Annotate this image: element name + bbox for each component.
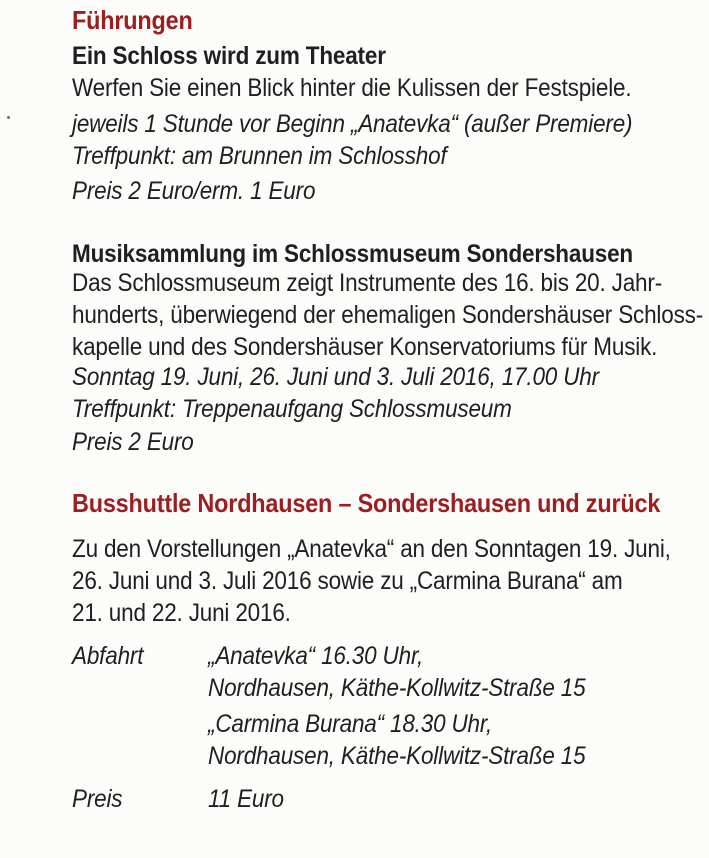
tour2-price <box>72 426 207 458</box>
tour2-description <box>72 267 709 363</box>
section-title: Busshuttle Nordhausen – Sondershausen und zurück <box>72 488 661 518</box>
shuttle-description <box>72 533 709 629</box>
tour1-price <box>72 175 342 207</box>
tour-price-line: Preis 2 Euro <box>72 428 194 456</box>
shuttle-description-line: 26. Juni und 3. Juli 2016 sowie zu „Carmina Burana“ am <box>72 567 623 595</box>
price-value <box>208 783 292 815</box>
tour-schedule-line: Sonntag 19. Juni, 26. Juni und 3. Juli 2016, 17.00 Uhr <box>72 363 599 391</box>
tour-description-line: Das Schlossmuseum zeigt Instrumente des 16. bis 20. Jahr- <box>72 269 663 297</box>
tour-heading: Musiksammlung im Schlossmuseum Sondershausen <box>72 240 633 268</box>
departure2 <box>208 708 627 772</box>
section-shuttle-title <box>72 487 709 519</box>
shuttle-description-line: 21. und 22. Juni 2016. <box>72 599 291 627</box>
tour-meeting-point-line: Treffpunkt: Treppenaufgang Schlossmuseum <box>72 395 512 423</box>
tour1-description <box>72 72 694 104</box>
departure-label <box>72 640 151 672</box>
departure-time-line: „Anatevka“ 16.30 Uhr, <box>208 642 424 670</box>
tour-heading: Ein Schloss wird zum Theater <box>72 42 386 70</box>
price-value-text: 11 Euro <box>208 785 284 813</box>
tour-description-line: Werfen Sie einen Blick hinter die Kulissen der Festspiele. <box>72 74 632 102</box>
section-fuehrungen-title <box>72 4 206 36</box>
shuttle-description-line: Zu den Vorstellungen „Anatevka“ an den Sonntagen 19. Juni, <box>72 535 671 563</box>
departure-time-line: „Carmina Burana“ 18.30 Uhr, <box>208 710 493 738</box>
departure-address-line: Nordhausen, Käthe-Kollwitz-Straße 15 <box>208 674 586 702</box>
tour1-heading <box>72 40 421 72</box>
tour2-heading <box>72 238 695 270</box>
price-label <box>72 783 128 815</box>
tour-price-line: Preis 2 Euro/erm. 1 Euro <box>72 177 316 205</box>
departure1 <box>208 640 627 704</box>
departure-address-line: Nordhausen, Käthe-Kollwitz-Straße 15 <box>208 742 586 770</box>
section-title: Führungen <box>72 5 193 35</box>
tour-description-line: hunderts, überwiegend der ehemaligen Sondershäuser Schloss- <box>72 301 704 329</box>
tour2-schedule <box>72 361 657 425</box>
departure-label-text: Abfahrt <box>72 642 144 670</box>
tour-meeting-point-line: Treffpunkt: am Brunnen im Schlosshof <box>72 142 447 170</box>
scan-speck <box>7 116 10 119</box>
tour-schedule-line: jeweils 1 Stunde vor Beginn „Anatevka“ (außer Premiere) <box>72 110 633 138</box>
tour-description-line: kapelle und des Sondershäuser Konservatoriums für Musik. <box>72 333 658 361</box>
price-label-text: Preis <box>72 785 123 813</box>
tour1-schedule <box>72 108 695 172</box>
